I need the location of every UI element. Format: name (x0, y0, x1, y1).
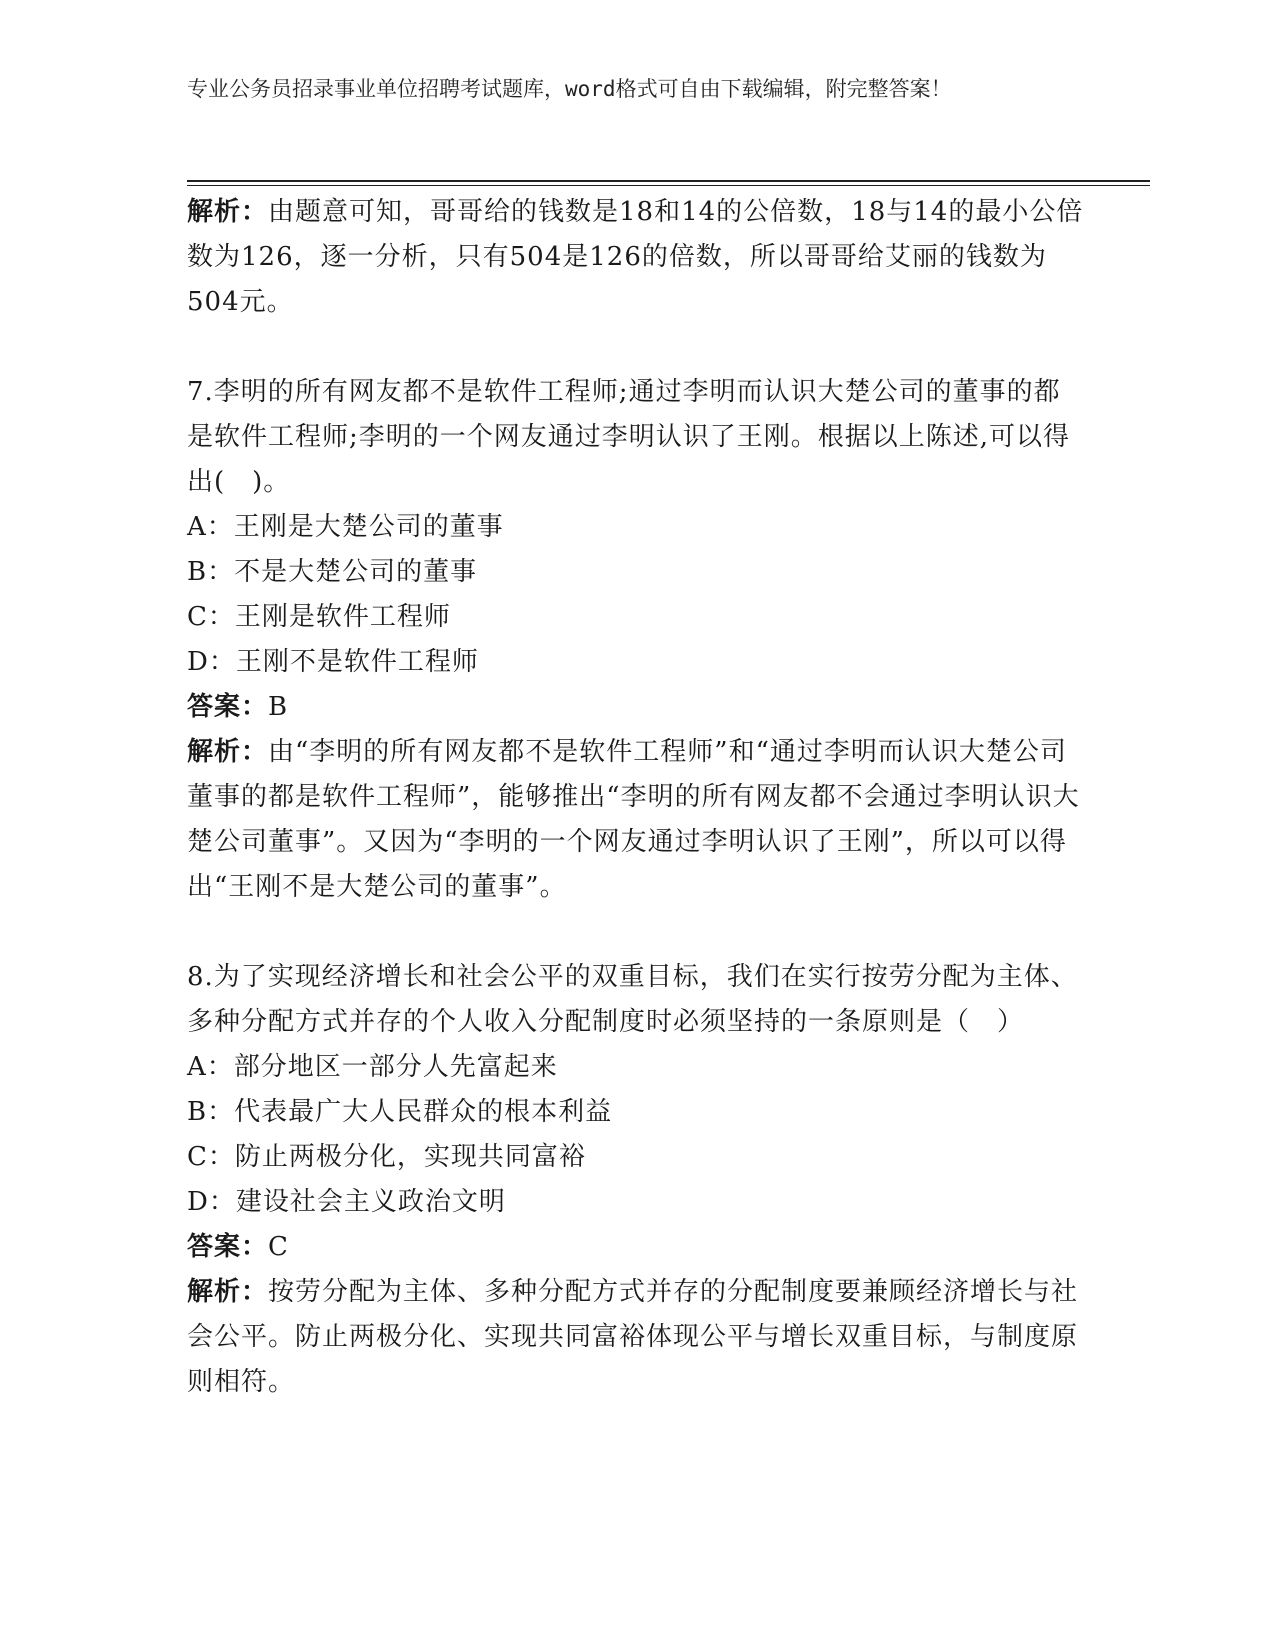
document-body (187, 190, 1087, 1405)
analysis-text: 由“李明的所有网友都不是软件工程师”和“通过李明而认识大楚公司董事的都是软件工程师”，能够推出“李明的所有网友都不会通过李明认识大楚公司董事”。又因为“李明的一个网友通过李明认识了王刚”，所以可以得出“王刚不是大楚公司的董事”。 (187, 737, 1080, 902)
page-header: 专业公务员招录事业单位招聘考试题库，word格式可自由下载编辑，附完整答案！ (187, 77, 952, 101)
analysis (187, 1270, 1087, 1405)
answer-line (187, 1225, 1087, 1270)
analysis-label: 解析： (187, 737, 269, 767)
option-a: A：王刚是大楚公司的董事 (187, 512, 504, 542)
option-d: D：建设社会主义政治文明 (187, 1187, 506, 1217)
option-c: C：王刚是软件工程师 (187, 602, 451, 632)
answer-label: 答案： (187, 1232, 269, 1262)
analysis-text: 由题意可知，哥哥给的钱数是18和14的公倍数，18与14的最小公倍数为126，逐一分析，只有504是126的倍数，所以哥哥给艾丽的钱数为504元。 (187, 197, 1084, 317)
answer-label: 答案： (187, 692, 269, 722)
analysis-label: 解析： (187, 1277, 269, 1307)
option-d: D：王刚不是软件工程师 (187, 647, 479, 677)
option-c: C：防止两极分化，实现共同富裕 (187, 1142, 586, 1172)
option-b: B：不是大楚公司的董事 (187, 557, 478, 587)
option-b: B：代表最广大人民群众的根本利益 (187, 1097, 613, 1127)
analysis-text: 按劳分配为主体、多种分配方式并存的分配制度要兼顾经济增长与社会公平。防止两极分化、实现共同富裕体现公平与增长双重目标，与制度原则相符。 (187, 1277, 1079, 1397)
answer-value: C (268, 1232, 289, 1262)
answer-value: B (268, 692, 289, 722)
option-a: A：部分地区一部分人先富起来 (187, 1052, 558, 1082)
question-7 (187, 370, 1087, 910)
analysis (187, 730, 1087, 910)
question-stem: 7.李明的所有网友都不是软件工程师;通过李明而认识大楚公司的董事的都是软件工程师;李明的一个网友通过李明认识了王刚。根据以上陈述,可以得出( )。 (187, 377, 1071, 497)
header-divider-thin (187, 185, 1150, 186)
question-stem: 8.为了实现经济增长和社会公平的双重目标，我们在实行按劳分配为主体、多种分配方式并存的个人收入分配制度时必须坚持的一条原则是（ ） (187, 962, 1078, 1037)
question-8 (187, 955, 1087, 1405)
prev-analysis (187, 190, 1087, 325)
header-divider-thick (187, 180, 1150, 182)
answer-line (187, 685, 1087, 730)
analysis-label: 解析： (187, 197, 269, 227)
